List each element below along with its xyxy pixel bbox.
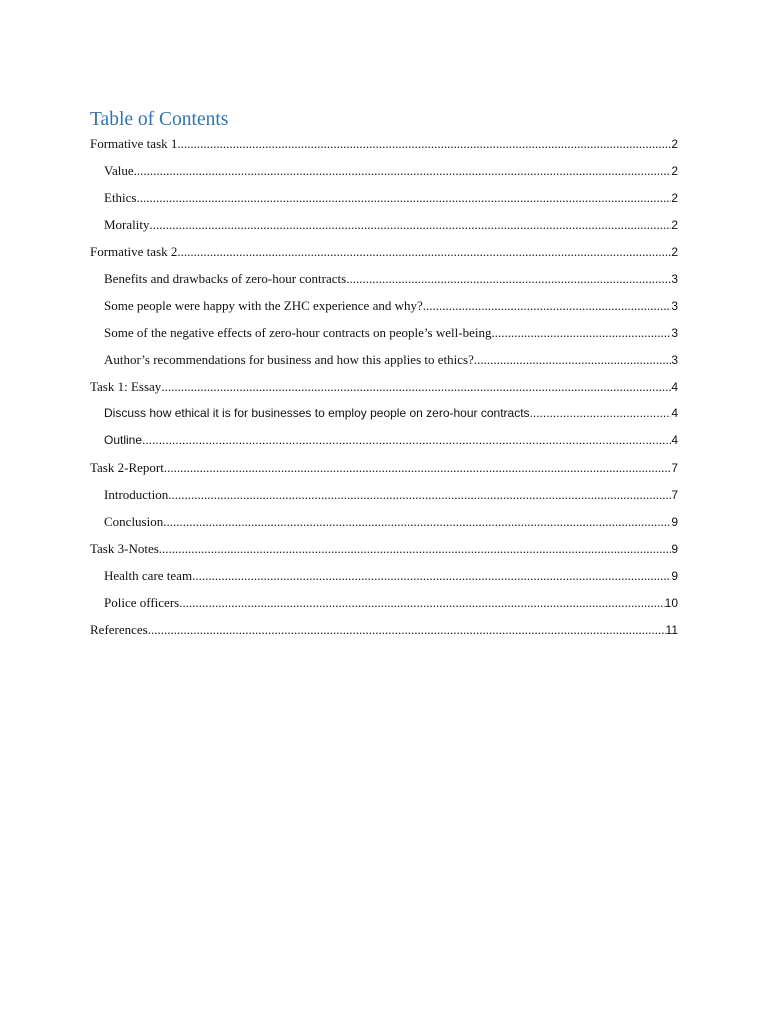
toc-page-number: 2 [671,245,678,259]
toc-title: Table of Contents [90,109,229,130]
toc-page-number: 3 [671,326,678,340]
toc-page-number: 4 [671,433,678,447]
toc-page-number: 2 [671,191,678,205]
toc-entry-label: Discuss how ethical it is for businesses to employ people on zero-hour contracts. [104,406,533,420]
toc-entry-label: Health care team [104,568,193,583]
toc-entry[interactable] [90,130,678,157]
toc-dot-leader [533,400,671,427]
toc-dot-leader [150,211,672,238]
toc-page-number: 3 [671,353,678,367]
toc-dot-leader [137,184,672,211]
toc-entry-label: Task 2-Report [90,460,164,475]
toc-dot-leader [159,535,672,562]
toc-entry[interactable] [90,454,678,481]
toc-entry[interactable] [90,265,678,292]
toc-entry[interactable] [90,319,678,346]
toc-entry[interactable] [90,616,678,643]
toc-entry-label: Outline [104,433,143,447]
toc-page-number: 2 [671,164,678,178]
toc-dot-leader [491,319,671,346]
toc-entry-label: Benefits and drawbacks of zero-hour contracts [104,271,347,286]
toc-entry[interactable] [90,373,678,400]
toc-entry[interactable] [90,211,678,238]
toc-dot-leader [164,454,671,481]
toc-dot-leader [474,346,671,373]
toc-entry[interactable] [90,346,678,373]
toc-entry[interactable] [90,292,678,319]
toc-entry[interactable] [90,157,678,184]
toc-page-number: 2 [671,137,678,151]
toc-page-number: 7 [671,461,678,475]
toc-entry[interactable] [90,589,678,616]
toc-entry-label: Task 1: Essay [90,379,162,394]
toc-entry-label: Task 3-Notes [90,541,159,556]
toc-entry[interactable] [90,184,678,211]
toc-entry-label: Author’s recommendations for business and how this applies to ethics? [104,352,474,367]
toc-dot-leader [161,373,671,400]
toc-dot-leader [163,508,671,535]
toc-entry[interactable] [90,427,678,454]
toc-dot-leader [177,238,671,265]
toc-entry-label: Introduction [104,487,169,502]
toc-entry[interactable] [90,535,678,562]
toc-entry-label: Value [104,163,134,178]
toc-entry[interactable] [90,562,678,589]
toc-entry-label: Formative task 1 [90,136,178,151]
toc-dot-leader [177,130,671,157]
toc-page-number: 9 [671,542,678,556]
toc-dot-leader [134,157,672,184]
toc-entry[interactable] [90,400,678,427]
toc-dot-leader [423,292,672,319]
toc-dot-leader [148,616,666,643]
toc-list [90,130,678,643]
toc-entry[interactable] [90,481,678,508]
toc-dot-leader [142,427,671,454]
toc-entry-label: References [90,622,148,637]
toc-entry-label: Police officers [104,595,180,610]
toc-entry-label: Formative task 2 [90,244,178,259]
toc-page-number: 3 [671,272,678,286]
toc-dot-leader [179,589,664,616]
toc-page-number: 4 [671,406,678,420]
toc-dot-leader [192,562,671,589]
toc-page-number: 9 [671,569,678,583]
toc-dot-leader [168,481,671,508]
toc-entry-label: Ethics [104,190,137,205]
toc-entry[interactable] [90,508,678,535]
toc-entry-label: Some of the negative effects of zero-hour contracts on people’s well-being [104,325,492,340]
toc-page-number: 10 [664,596,678,610]
toc-entry[interactable] [90,238,678,265]
toc-page-number: 2 [671,218,678,232]
toc-page-number: 11 [665,623,678,637]
toc-dot-leader [346,265,671,292]
toc-entry-label: Conclusion [104,514,164,529]
toc-entry-label: Some people were happy with the ZHC experience and why? [104,298,423,313]
toc-page-number: 7 [671,488,678,502]
toc-page-number: 4 [671,380,678,394]
toc-page-number: 9 [671,515,678,529]
toc-page-number: 3 [671,299,678,313]
toc-entry-label: Morality [104,217,150,232]
